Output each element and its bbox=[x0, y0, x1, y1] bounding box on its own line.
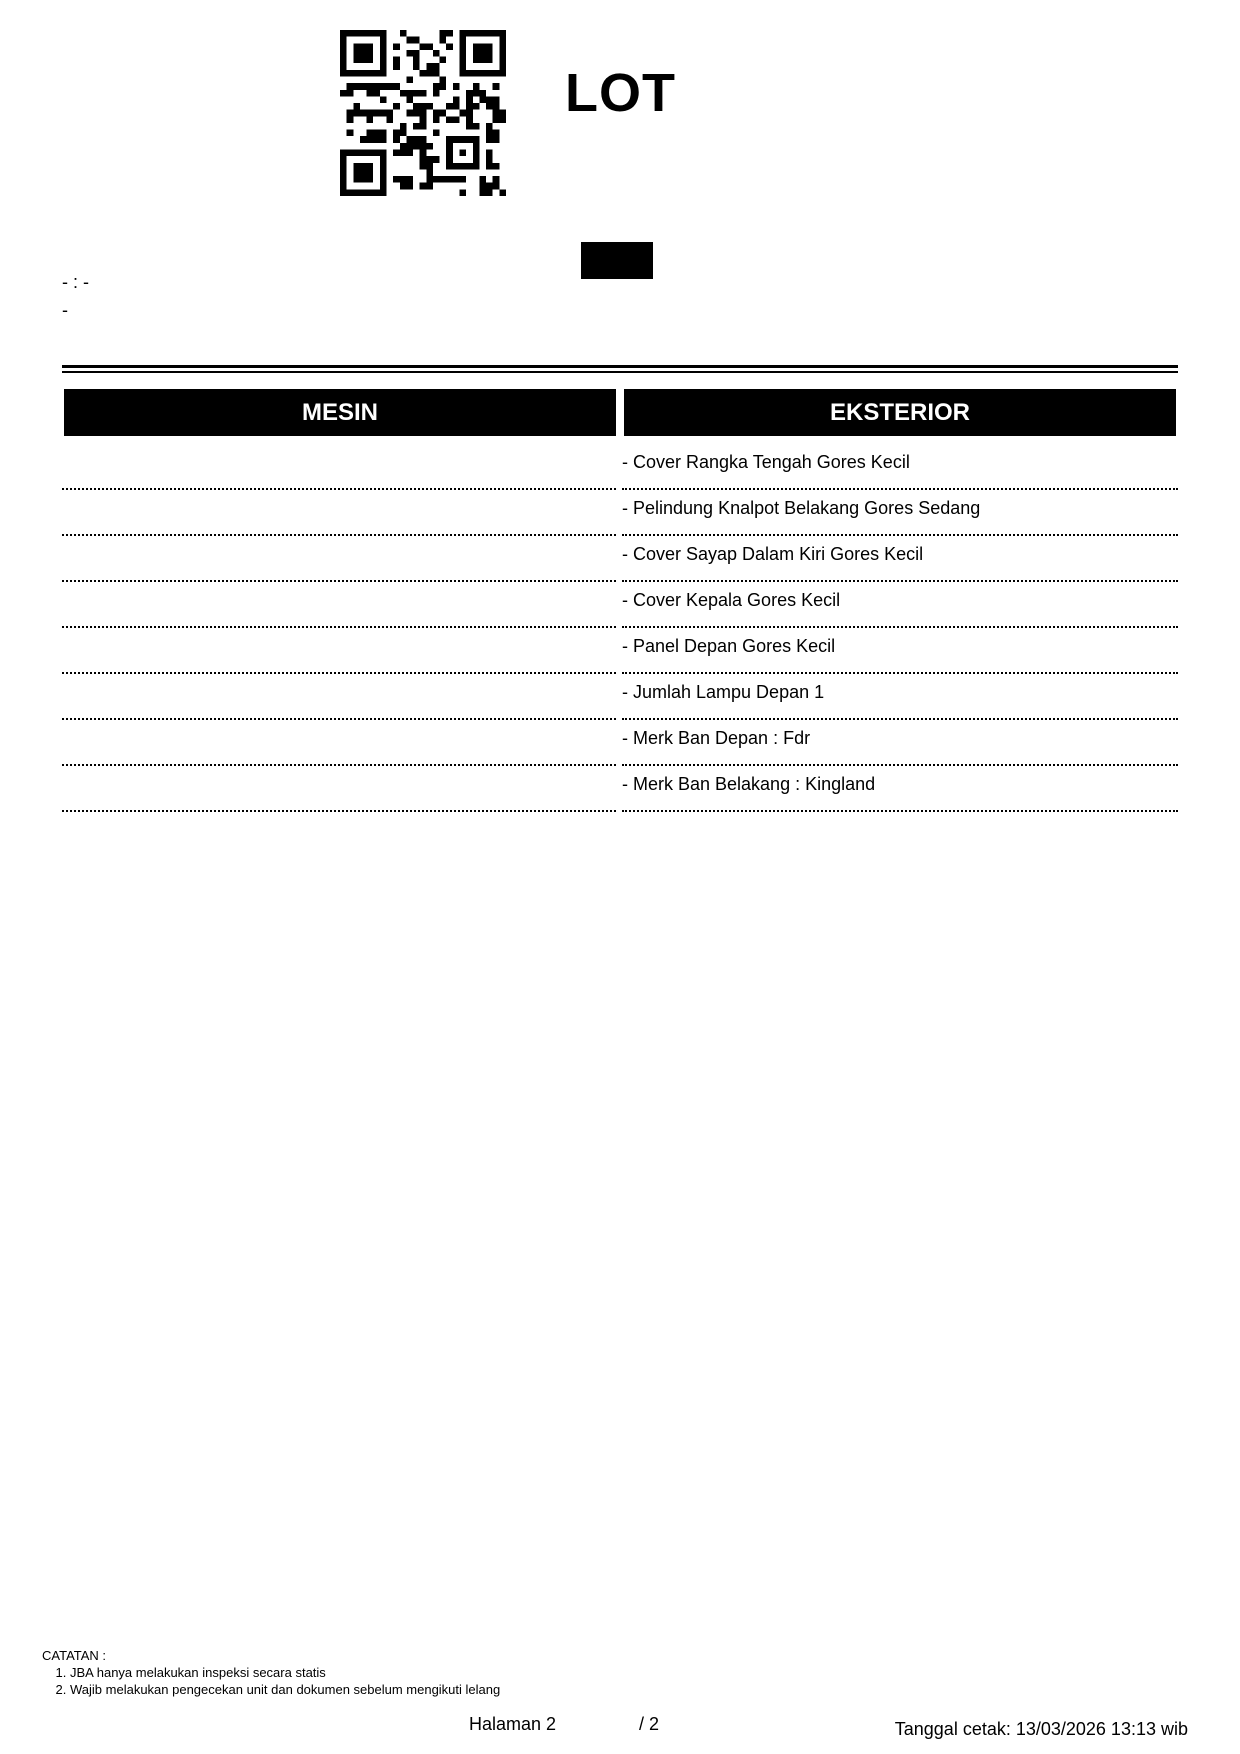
eksterior-row-text: - Jumlah Lampu Depan 1 bbox=[622, 681, 825, 702]
info-line-1: - : - bbox=[62, 272, 89, 292]
note-item: 1. JBA hanya melakukan inspeksi secara statis bbox=[70, 1664, 500, 1681]
eksterior-row-text: - Merk Ban Depan : Fdr bbox=[622, 727, 811, 748]
column-header-eksterior: EKSTERIOR bbox=[624, 389, 1176, 436]
eksterior-row-text: - Merk Ban Belakang : Kingland bbox=[622, 773, 876, 794]
eksterior-row bbox=[622, 444, 1178, 490]
info-line-2: - bbox=[62, 300, 68, 320]
mesin-row bbox=[62, 490, 616, 536]
header-divider-top bbox=[62, 365, 1178, 368]
eksterior-row-text: - Cover Kepala Gores Kecil bbox=[622, 589, 841, 610]
redacted-badge bbox=[581, 242, 653, 279]
eksterior-row bbox=[622, 674, 1178, 720]
mesin-row bbox=[62, 582, 616, 628]
page-number: Halaman 2 bbox=[469, 1714, 557, 1734]
mesin-row bbox=[62, 628, 616, 674]
column-header-mesin: MESIN bbox=[64, 389, 616, 436]
eksterior-row bbox=[622, 490, 1178, 536]
eksterior-row bbox=[622, 582, 1178, 628]
notes-heading: CATATAN : bbox=[42, 1648, 107, 1663]
qr-code-icon bbox=[340, 30, 506, 196]
eksterior-row bbox=[622, 720, 1178, 766]
page-total: / 2 bbox=[639, 1714, 660, 1734]
print-date: Tanggal cetak: 13/03/2026 13:13 wib bbox=[894, 1719, 1188, 1739]
mesin-row bbox=[62, 444, 616, 490]
mesin-row bbox=[62, 536, 616, 582]
mesin-row bbox=[62, 720, 616, 766]
lot-title: LOT bbox=[565, 63, 676, 123]
note-item: 2. Wajib melakukan pengecekan unit dan dokumen sebelum mengikuti lelang bbox=[70, 1681, 500, 1698]
mesin-row bbox=[62, 766, 616, 812]
eksterior-row-text: - Panel Depan Gores Kecil bbox=[622, 635, 836, 656]
eksterior-row bbox=[622, 628, 1178, 674]
eksterior-row-text: - Pelindung Knalpot Belakang Gores Sedang bbox=[622, 497, 981, 518]
eksterior-row bbox=[622, 766, 1178, 812]
mesin-row bbox=[62, 674, 616, 720]
eksterior-row-text: - Cover Rangka Tengah Gores Kecil bbox=[622, 451, 910, 472]
notes-section bbox=[42, 1647, 500, 1698]
eksterior-row-text: - Cover Sayap Dalam Kiri Gores Kecil bbox=[622, 543, 924, 564]
header-divider-bottom bbox=[62, 371, 1178, 373]
eksterior-row bbox=[622, 536, 1178, 582]
